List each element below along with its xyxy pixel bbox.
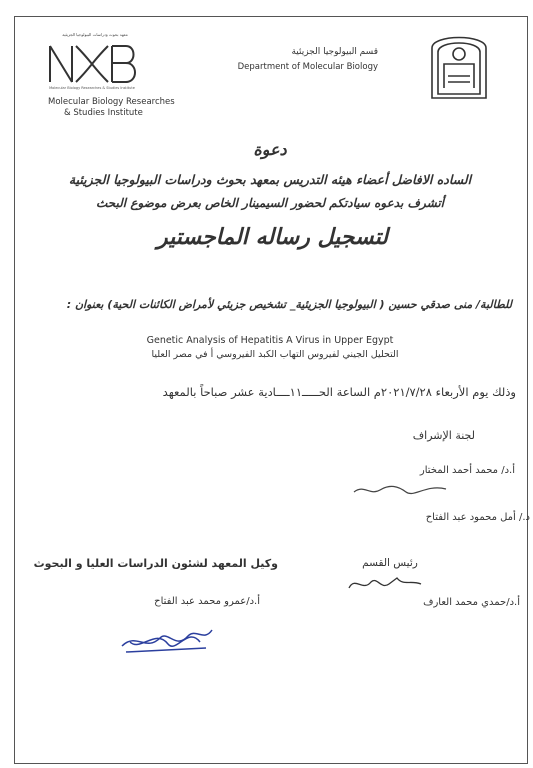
honor-line: أتشرف بدعوه سيادتكم لحضور السيمينار الخاص بعرض موضوع البحث <box>96 196 444 210</box>
invitation-title: دعوة <box>253 140 287 159</box>
student-line: للطالبة/ منى صدقي حسين ( البيولوجيا الجزيئية_ تشخيص جزيئي لأمراض الكائنات الحية) بعنوان : <box>66 298 512 311</box>
institute-logo-icon <box>42 32 142 92</box>
committee-member-2: د./ أمل محمود عبد الفتاح <box>425 512 530 523</box>
thesis-title-ar: التحليل الجيني لفيروس التهاب الكبد الفيروسي أ في مصر العليا <box>151 349 399 360</box>
logo-top-text: معهد بحوث ودراسات البيولوجيا الجزيئية <box>62 32 128 37</box>
seminar-heading: لتسجيل رساله الماجستير <box>157 225 388 250</box>
vice-dean-title: وكيل المعهد لشئون الدراسات العليا و البحوث <box>33 557 278 570</box>
dept-head-name: أ.د/حمدي محمد العارف <box>423 597 520 608</box>
vice-dean-signature-icon <box>116 622 216 658</box>
committee-title: لجنة الإشراف <box>412 429 475 442</box>
thesis-title-en: Genetic Analysis of Hepatitis A Virus in Upper Egypt <box>146 335 394 346</box>
department-name-ar: قسم البيولوجيا الجزيئية <box>291 47 378 57</box>
dept-head-title: رئيس القسم <box>362 557 418 569</box>
schedule-line: وذلك يوم الأربعاء ٢٠٢١/٧/٢٨م الساعة الحـــــ١١ــــادية عشر صباحاً بالمعهد <box>162 385 516 399</box>
department-name-en: Department of Molecular Biology <box>237 62 378 72</box>
institute-name-en: Molecular Biology Researches <box>48 97 175 107</box>
addressee-line: الساده الافاضل أعضاء هيئه التدريس بمعهد بحوث ودراسات البيولوجيا الجزيئية <box>68 172 472 187</box>
member1-signature-icon <box>350 480 450 500</box>
university-seal-icon <box>428 28 490 100</box>
institute-name-en-line2: & Studies Institute <box>64 108 143 118</box>
vice-dean-name: أ.د/عمرو محمد عبد الفتاح <box>154 596 260 607</box>
committee-member-1: أ.د/ محمد أحمد المختار <box>419 465 515 476</box>
logo-bottom-text: Molecular Biology Researches & Studies Institute <box>49 86 135 90</box>
dept-head-signature-icon <box>345 572 425 596</box>
